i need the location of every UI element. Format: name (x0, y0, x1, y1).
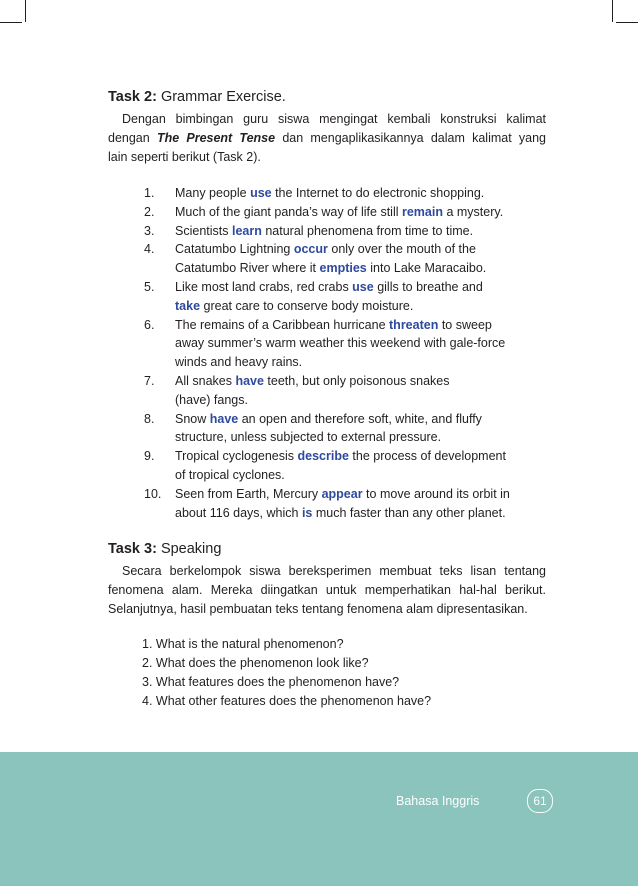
exercise-text: into Lake Maracaibo. (366, 261, 487, 276)
exercise-item (108, 447, 548, 485)
exercise-text: only over the mouth of the (327, 242, 476, 257)
exercise-item (108, 278, 548, 316)
exercise-text: (have) fangs. (175, 392, 248, 407)
exercise-text: to move around its orbit in (362, 486, 510, 501)
exercise-text: the process of development (348, 449, 506, 464)
exercise-line (175, 504, 548, 523)
exercise-item (108, 240, 548, 278)
question-item: 4. What other features does the phenomenon have? (142, 694, 432, 708)
exercise-text: winds and heavy rains. (175, 355, 303, 370)
task3-intro-line: fenomena alam. Mereka diingatkan untuk memperhatikan hal-hal berikut. (108, 583, 546, 597)
page-number: 61 (527, 789, 553, 813)
question-item: 2. What does the phenomenon look like? (142, 656, 369, 670)
exercise-line (175, 240, 548, 259)
task2-intro-text: dan mengaplikasikannya dalam kalimat yang (282, 131, 546, 145)
question-item: 1. What is the natural phenomenon? (142, 637, 344, 651)
task2-heading (108, 89, 286, 105)
exercise-text: Many people (175, 186, 251, 200)
crop-mark (616, 22, 638, 23)
footer-band (0, 752, 638, 886)
exercise-text: much faster than any other planet. (312, 505, 506, 520)
highlighted-verb: use (250, 186, 272, 200)
exercise-text: Much of the giant panda’s way of life still (175, 204, 402, 219)
exercise-text: natural phenomena from time to time. (261, 223, 474, 238)
task3-label: Task 3: (108, 541, 157, 557)
exercise-text: gills to breathe and (373, 279, 483, 294)
exercise-line (175, 447, 548, 466)
task2-intro-text: dengan (108, 131, 150, 145)
exercise-number: 5. (144, 279, 155, 294)
task3-title: Speaking (160, 541, 222, 557)
exercise-item (108, 203, 548, 222)
speaking-question-list (142, 635, 431, 711)
grammar-exercise-list (108, 184, 548, 522)
exercise-text: Snow (175, 411, 210, 426)
exercise-item (108, 410, 548, 448)
exercise-number: 7. (144, 373, 155, 388)
exercise-item (108, 184, 548, 203)
exercise-text: Catatumbo River where it (175, 261, 320, 276)
exercise-line (175, 466, 548, 485)
exercise-line (175, 278, 548, 297)
highlighted-verb: use (352, 279, 374, 294)
crop-mark (25, 0, 26, 22)
exercise-text: an open and therefore soft, white, and fluffy (238, 411, 482, 426)
exercise-text: Catatumbo Lightning (175, 242, 294, 257)
exercise-text: the Internet to do electronic shopping. (271, 186, 485, 200)
exercise-line (175, 222, 548, 241)
exercise-number: 3. (144, 223, 155, 238)
highlighted-verb: learn (231, 223, 262, 238)
exercise-text: great care to conserve body moisture. (200, 298, 414, 313)
exercise-line (175, 485, 548, 504)
task2-intro (108, 110, 546, 167)
highlighted-verb: is (301, 505, 313, 520)
exercise-number: 4. (144, 242, 155, 257)
exercise-line (175, 353, 548, 372)
present-tense-term: The Present Tense (156, 131, 276, 145)
exercise-text: Tropical cyclogenesis (175, 449, 298, 464)
exercise-line (175, 259, 548, 278)
exercise-number: 2. (144, 204, 155, 219)
exercise-number: 10. (144, 486, 162, 501)
highlighted-verb: have (235, 373, 264, 388)
exercise-text: away summer’s warm weather this weekend with gale-force (175, 336, 506, 351)
footer-book-title: Bahasa Inggris (396, 794, 480, 808)
exercise-line (175, 203, 548, 222)
exercise-item (108, 222, 548, 241)
exercise-text: Scientists (175, 223, 232, 238)
highlighted-verb: describe (297, 449, 349, 464)
exercise-item (108, 316, 548, 372)
highlighted-verb: take (175, 298, 201, 313)
exercise-number: 8. (144, 411, 155, 426)
task3-intro-line: Secara berkelompok siswa bereksperimen membuat teks lisan tentang (122, 564, 546, 578)
exercise-line (175, 316, 548, 335)
task3-intro-line: Selanjutnya, hasil pembuatan teks tentang fenomena alam dipresentasikan. (108, 602, 528, 616)
exercise-line (175, 372, 548, 391)
exercise-text: a mystery. (442, 204, 504, 219)
exercise-number: 9. (144, 449, 155, 464)
exercise-number: 1. (144, 186, 155, 200)
exercise-text: All snakes (175, 373, 236, 388)
crop-mark (612, 0, 613, 22)
exercise-item (108, 372, 548, 410)
crop-mark (0, 22, 22, 23)
highlighted-verb: have (209, 411, 239, 426)
task2-label: Task 2: (108, 89, 157, 105)
highlighted-verb: remain (401, 204, 443, 219)
task2-intro-line: Dengan bimbingan guru siswa mengingat kembali konstruksi kalimat (122, 112, 546, 126)
highlighted-verb: empties (319, 261, 367, 276)
highlighted-verb: occur (293, 242, 328, 257)
exercise-item (108, 485, 548, 523)
exercise-text: about 116 days, which (175, 505, 302, 520)
exercise-line (175, 334, 548, 353)
exercise-line (175, 391, 548, 410)
exercise-number: 6. (144, 317, 155, 332)
exercise-line (175, 410, 548, 429)
task3-heading (108, 541, 221, 557)
exercise-text: structure, unless subjected to external pressure. (175, 430, 442, 445)
exercise-text: teeth, but only poisonous snakes (263, 373, 450, 388)
exercise-line (175, 428, 548, 447)
exercise-text: Like most land crabs, red crabs (175, 279, 353, 294)
task2-title: Grammar Exercise. (160, 89, 286, 105)
exercise-text: of tropical cyclones. (175, 467, 285, 482)
exercise-text: to sweep (438, 317, 492, 332)
task3-intro (108, 562, 546, 619)
task2-intro-line: lain seperti berikut (Task 2). (108, 150, 261, 164)
highlighted-verb: appear (321, 486, 363, 501)
exercise-text: The remains of a Caribbean hurricane (175, 317, 390, 332)
highlighted-verb: threaten (389, 317, 439, 332)
exercise-line (175, 184, 548, 203)
task2-intro-line (108, 129, 546, 148)
exercise-line (175, 297, 548, 316)
exercise-text: Seen from Earth, Mercury (175, 486, 322, 501)
question-item: 3. What features does the phenomenon have? (142, 675, 400, 689)
